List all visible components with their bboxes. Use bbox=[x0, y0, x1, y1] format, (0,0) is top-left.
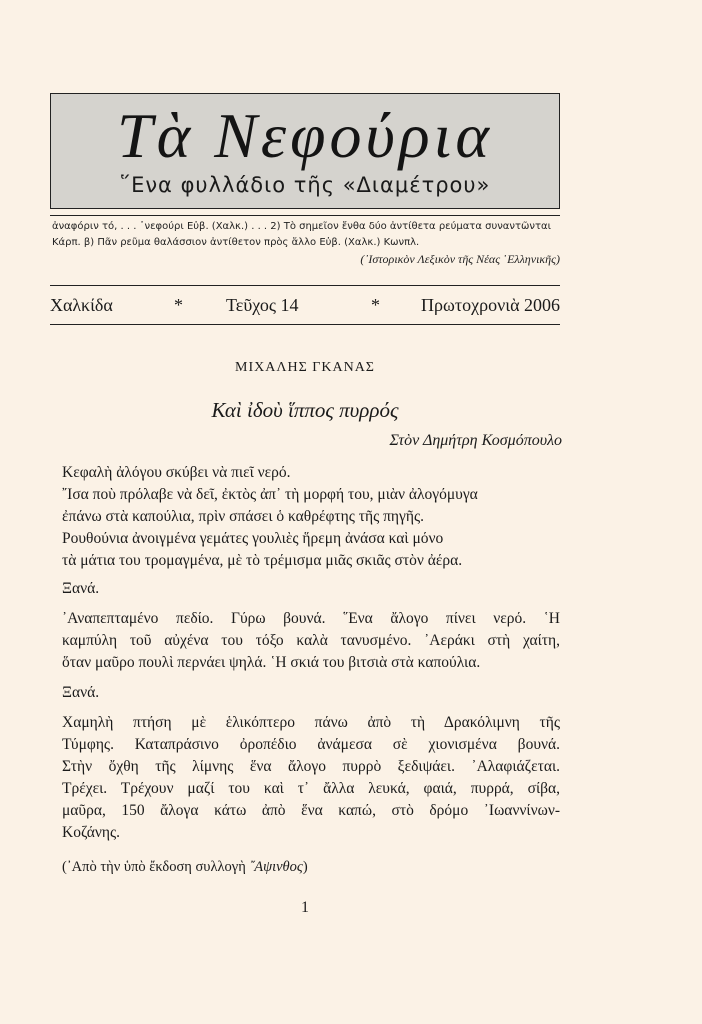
author-name: ΜΙΧΑΛΗΣ ΓΚΑΝΑΣ bbox=[235, 360, 375, 375]
dedication: Στὸν Δημήτρη Κοσμόπουλο bbox=[389, 432, 562, 449]
star-separator: * bbox=[174, 295, 183, 315]
stanza bbox=[62, 578, 560, 600]
dictionary-line: ἀναφόριν τό, . . . ᾽νεφούρι Εὐβ. (Χαλκ.) . . . 2) Τὸ σημεῖον ἔνθα δύο ἀντίθετα ρεύματα συναντῶνται bbox=[52, 221, 551, 232]
verse-line: ἐπάνω στὰ καπούλια, πρὶν σπάσει ὁ καθρέφτης τῆς πηγῆς. bbox=[62, 508, 424, 525]
poem-title: Καὶ ἰδοὺ ἵππος πυρρός bbox=[211, 398, 399, 422]
refrain-line: Ξανά. bbox=[62, 580, 100, 597]
source-note-book: ῎Αψινθος bbox=[249, 859, 303, 875]
stanza bbox=[62, 712, 560, 844]
source-note bbox=[62, 859, 308, 876]
verse-line: τὰ μάτια του τρομαγμένα, μὲ τὸ τρέμισμα μιᾶς σκιᾶς στὸν ἀέρα. bbox=[62, 552, 463, 569]
masthead bbox=[50, 93, 560, 209]
issue-bar bbox=[50, 291, 560, 319]
verse-line: ῎Ισα ποὺ πρόλαβε νὰ δεῖ, ἐκτὸς ἀπ᾽ τὴ μορφή του, μιὰν ἀλογόμυγα bbox=[62, 486, 478, 503]
stanza bbox=[62, 608, 560, 674]
stanza bbox=[62, 462, 560, 572]
masthead-subtitle: ῞Ενα φυλλάδιο τῆς «Διαμέτρου» bbox=[119, 173, 491, 197]
source-note-suffix: ) bbox=[302, 859, 308, 875]
source-note-prefix: (᾽Απὸ τὴν ὑπὸ ἔκδοση συλλογὴ bbox=[62, 859, 250, 875]
issue-date: Πρωτοχρονιὰ 2006 bbox=[421, 295, 560, 315]
dictionary-line: Κάρπ. β) Πᾶν ρεῦμα θαλάσσιον ἀντίθετον πρὸς ἄλλο Εὐβ. (Χαλκ.) Κωνπλ. bbox=[52, 237, 420, 248]
prose-line: ᾽Αναπεπταμένο πεδίο. Γύρω βουνά. ῞Ενα ἄλογο πίνει νερό. ῾Η bbox=[62, 610, 560, 627]
dictionary-source: (᾽Ιστορικὸν Λεξικὸν τῆς Νέας ῾Ελληνικῆς) bbox=[360, 252, 560, 266]
prose-line: καμπύλη τοῦ αὐχένα του τόξο καλὰ τανυσμένο. ᾽Αεράκι στὴ χαίτη, bbox=[62, 632, 560, 649]
star-separator: * bbox=[371, 295, 380, 315]
prose-line: Τρέχει. Τρέχουν μαζί του καὶ τ᾽ ἄλλα λευκά, φαιά, πυρρά, σίβα, bbox=[62, 780, 560, 797]
prose-line: ὅταν μαῦρο πουλὶ περνάει ψηλά. ῾Η σκιά του βιτσιὰ στὰ καπούλια. bbox=[62, 654, 481, 671]
stanza bbox=[62, 682, 560, 704]
prose-line: Χαμηλὴ πτήση μὲ ἑλικόπτερο πάνω ἀπὸ τὴ Δρακόλιμνη τῆς bbox=[62, 714, 560, 731]
top-rule bbox=[50, 215, 560, 216]
dictionary-definition bbox=[52, 219, 560, 267]
prose-line: μαῦρα, 150 ἄλογα κάτω ἀπὸ ἕνα καπώ, στὸ δρόμο ᾽Ιωαννίνων- bbox=[62, 802, 560, 819]
issue-place: Χαλκίδα bbox=[50, 295, 113, 315]
page-number: 1 bbox=[301, 899, 309, 916]
prose-line: Κοζάνης. bbox=[62, 824, 121, 841]
issue-rule-bottom bbox=[50, 324, 560, 325]
verse-line: Ρουθούνια ἀνοιγμένα γεμάτες γουλιὲς ἥρεμη ἀνάσα καὶ μόνο bbox=[62, 530, 444, 547]
prose-line: Τύμφης. Καταπράσινο ὀροπέδιο ἀνάμεσα σὲ χιονισμένα βουνά. bbox=[62, 736, 560, 753]
refrain-line: Ξανά. bbox=[62, 684, 100, 701]
verse-line: Κεφαλὴ ἀλόγου σκύβει νὰ πιεῖ νερό. bbox=[62, 464, 291, 481]
issue-rule-top bbox=[50, 285, 560, 286]
masthead-title: Τὰ Νεφούρια bbox=[117, 100, 493, 171]
prose-line: Στὴν ὄχθη τῆς λίμνης ἕνα ἄλογο πυρρὸ ξεδιψάει. ᾽Αλαφιάζεται. bbox=[62, 758, 560, 775]
issue-number: Τεῦχος 14 bbox=[226, 295, 299, 315]
